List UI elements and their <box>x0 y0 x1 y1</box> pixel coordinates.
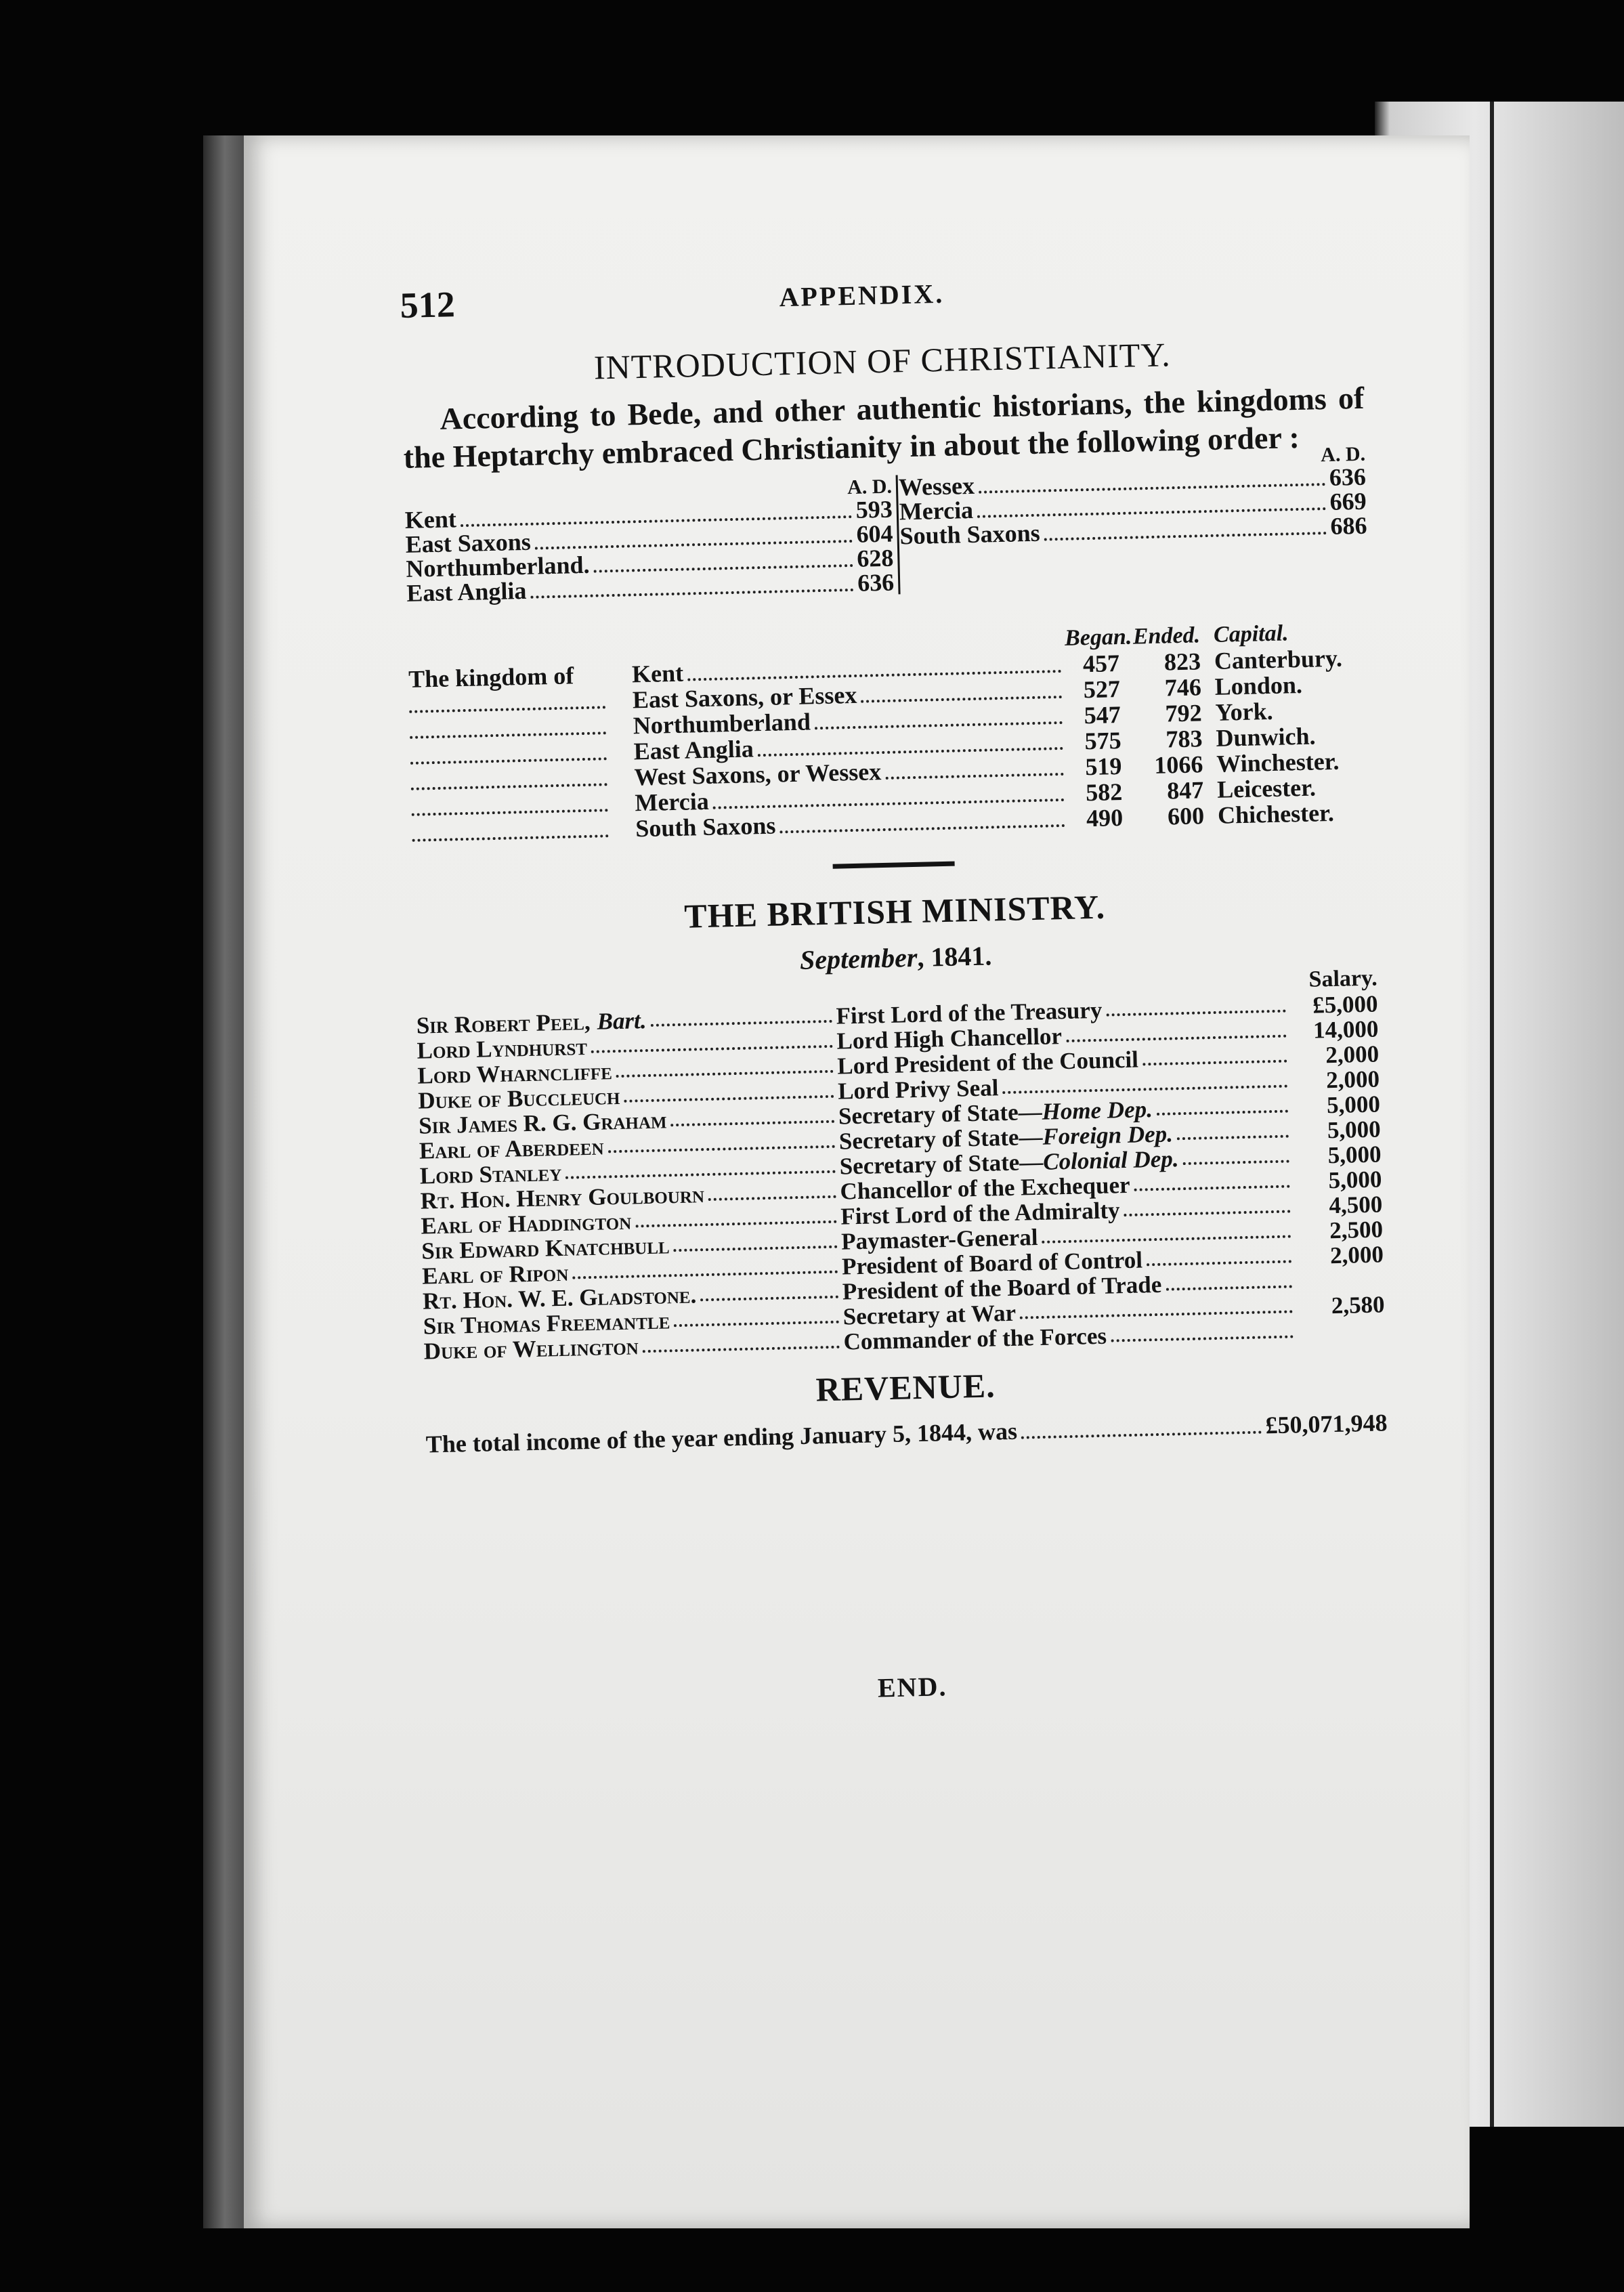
kingdom-name: East Anglia <box>633 735 754 765</box>
kingdom-capital: Leicester. <box>1216 773 1317 803</box>
kingdom-began: 547 <box>1084 701 1121 729</box>
conversion-year: 604 <box>856 519 893 548</box>
minister-name: Sir Edward Knatchbull <box>421 1232 670 1265</box>
dot-leader <box>1166 1269 1292 1290</box>
kingdom-name: South Saxons <box>899 519 1041 550</box>
kingdom-ended: 847 <box>1166 776 1204 805</box>
dot-leader <box>1044 532 1327 540</box>
kingdom-name: Kent <box>404 505 457 534</box>
dot-leader <box>635 1204 837 1228</box>
office-name: Lord High Chancellor <box>836 1023 1063 1055</box>
dot-leader <box>1142 1044 1287 1066</box>
kingdom-name: East Saxons <box>405 528 532 558</box>
conversion-dates-left-column <box>404 475 901 605</box>
office-salary: 5,000 <box>1327 1116 1382 1144</box>
dot-leader <box>708 1179 836 1201</box>
office-salary: 2,000 <box>1329 1241 1384 1269</box>
minister-name: Rt. Hon. Henry Goulbourn <box>420 1181 705 1214</box>
conversion-dates-right-column <box>898 442 1367 550</box>
kingdom-name: East Anglia <box>406 576 527 607</box>
introduction-paragraph: According to Bede, and other authentic historians, the kingdoms of the Heptarchy embraced Christianity in about the following order : <box>403 380 1365 475</box>
office-name: Lord Privy Seal <box>837 1074 999 1105</box>
minister-name: Sir James R. G. Graham <box>418 1107 667 1139</box>
office-department: Home Dep. <box>1042 1096 1153 1125</box>
began-header: Began. <box>1064 624 1132 651</box>
end-mark: END. <box>877 1671 947 1703</box>
office-name: Secretary of State— <box>838 1098 1043 1130</box>
page-content <box>400 263 1394 1714</box>
dot-leader <box>885 773 1063 780</box>
revenue-text: The total income of the year ending January 5, 1844, was <box>425 1417 1018 1458</box>
conversion-year: 628 <box>856 544 894 572</box>
dot-leader <box>650 1004 832 1027</box>
minister-name: Rt. Hon. W. E. Gladstone. <box>422 1281 697 1315</box>
page-number: 512 <box>400 284 456 326</box>
revenue-amount: £50,071,948 <box>1265 1409 1388 1439</box>
kingdom-began: 582 <box>1085 778 1123 807</box>
running-title: APPENDIX. <box>779 278 945 313</box>
ministry-table <box>416 992 1385 1364</box>
conversion-dates-table <box>404 442 1369 622</box>
dot-leader <box>616 1054 833 1078</box>
ditto-dots <box>409 695 605 713</box>
dot-leader <box>642 1330 840 1353</box>
office-department: Colonial Dep. <box>1042 1145 1179 1175</box>
kingdom-capital: London. <box>1214 671 1303 700</box>
revenue-heading: REVENUE. <box>815 1366 996 1409</box>
office-name: President of Board of Control <box>841 1246 1143 1280</box>
conversion-year: 686 <box>1329 511 1367 540</box>
dot-leader <box>1156 1094 1288 1116</box>
minister-title-suffix: Bart. <box>597 1007 647 1035</box>
capital-header: Capital. <box>1213 620 1289 648</box>
kingdoms-table <box>408 619 1374 847</box>
salary-header: Salary. <box>1308 965 1378 992</box>
office-salary <box>1298 1337 1386 1339</box>
office-salary: 5,000 <box>1328 1166 1382 1194</box>
kingdom-name: Wessex <box>898 471 975 501</box>
kingdom-name: South Saxons <box>635 811 776 843</box>
kingdom-prefix-label: The kingdom of <box>408 662 574 693</box>
office-name: Paymaster-General <box>840 1223 1038 1255</box>
kingdom-name: Northumberland <box>633 708 811 740</box>
conversion-year: 669 <box>1329 487 1367 515</box>
minister-name: Duke of Buccleuch <box>417 1082 620 1114</box>
dot-leader <box>624 1079 834 1103</box>
dot-leader <box>1134 1169 1289 1191</box>
minister-name: Lord Lyndhurst <box>416 1034 588 1064</box>
ad-label-left: A. D. <box>847 475 893 499</box>
dot-leader <box>1146 1244 1291 1266</box>
dot-leader <box>1124 1194 1290 1217</box>
kingdom-row-prefix <box>412 815 636 846</box>
office-salary: 2,000 <box>1325 1040 1380 1069</box>
ended-header: Ended. <box>1132 622 1201 650</box>
minister-name: Sir Thomas Freemantle <box>423 1307 670 1340</box>
revenue-line <box>425 1408 1388 1458</box>
minister-name: Earl of Ripon <box>421 1259 569 1290</box>
ditto-dots <box>410 721 606 739</box>
office-department: Foreign Dep. <box>1042 1120 1174 1150</box>
kingdom-ended: 823 <box>1163 648 1201 676</box>
kingdom-name: West Saxons, or Wessex <box>634 758 882 791</box>
office-salary: 2,500 <box>1329 1216 1384 1244</box>
office-name: Secretary at War <box>842 1299 1017 1330</box>
kingdom-capital: York. <box>1215 697 1274 726</box>
kingdom-capital: Winchester. <box>1216 747 1340 778</box>
dot-leader <box>1106 994 1286 1017</box>
dot-leader <box>1021 1431 1262 1439</box>
dot-leader <box>1066 1019 1287 1042</box>
office-name: Chancellor of the Exchequer <box>840 1171 1130 1205</box>
kingdom-capital: Dunwich. <box>1216 722 1316 752</box>
conversion-year: 636 <box>857 568 895 597</box>
kingdom-began: 527 <box>1083 675 1121 704</box>
section-divider <box>833 862 955 869</box>
dot-leader <box>674 1304 839 1328</box>
kingdom-capital: Chichester. <box>1217 799 1335 829</box>
dot-leader <box>1176 1119 1288 1141</box>
office-name: First Lord of the Treasury <box>836 996 1103 1030</box>
minister-name: Earl of Aberdeen <box>419 1133 604 1164</box>
minister-name: Lord Wharncliffe <box>417 1058 613 1089</box>
dot-leader <box>1182 1144 1289 1166</box>
ditto-dots <box>412 824 608 842</box>
office-salary: 2,580 <box>1331 1291 1385 1319</box>
minister-name: Earl of Haddington <box>421 1208 632 1239</box>
kingdom-ended: 746 <box>1164 673 1202 702</box>
dot-leader <box>1111 1319 1294 1342</box>
book-page <box>244 135 1470 2228</box>
kingdom-name: Mercia <box>899 496 974 526</box>
office-name: Secretary of State— <box>838 1123 1043 1155</box>
office-salary: 5,000 <box>1326 1090 1381 1119</box>
ditto-dots <box>411 798 607 816</box>
ad-label-right: A. D. <box>1320 442 1366 467</box>
dot-leader <box>780 824 1065 834</box>
minister-name: Lord Stanley <box>419 1159 562 1189</box>
conversion-year: 593 <box>855 495 893 524</box>
dot-leader <box>700 1279 838 1302</box>
office-name: First Lord of the Admiralty <box>840 1197 1120 1230</box>
kingdom-ended: 783 <box>1166 725 1203 753</box>
kingdom-began: 519 <box>1084 752 1122 781</box>
ministry-date-month: September <box>799 941 918 975</box>
ministry-heading: THE BRITISH MINISTRY. <box>683 887 1106 935</box>
kingdom-began: 457 <box>1082 650 1120 678</box>
office-salary: 14,000 <box>1312 1015 1379 1044</box>
office-salary: 5,000 <box>1327 1141 1382 1169</box>
office-salary <box>1296 1287 1384 1289</box>
ministry-date-year: , 1841. <box>916 940 992 973</box>
kingdom-began: 490 <box>1086 803 1124 832</box>
kingdom-ended: 600 <box>1167 802 1205 830</box>
dot-leader <box>670 1104 834 1126</box>
kingdom-ended: 792 <box>1165 699 1203 727</box>
office-name: Secretary of State— <box>839 1148 1044 1180</box>
kingdom-name: Kent <box>631 659 684 688</box>
kingdom-name: East Saxons, or Essex <box>632 681 857 714</box>
kingdom-began: 575 <box>1084 727 1121 755</box>
kingdom-name: Mercia <box>634 787 710 817</box>
dot-leader <box>815 721 1063 729</box>
office-name: President of the Board of Trade <box>842 1271 1162 1305</box>
office-name: Commander of the Forces <box>843 1322 1107 1355</box>
office-salary: 4,500 <box>1329 1191 1383 1219</box>
office-salary: £5,000 <box>1312 990 1378 1019</box>
introduction-heading: INTRODUCTION OF CHRISTIANITY. <box>593 335 1172 387</box>
office-name: Lord President of the Council <box>836 1046 1139 1080</box>
ditto-dots <box>410 772 607 790</box>
office-salary: 2,000 <box>1325 1065 1380 1094</box>
kingdom-capital: Canterbury. <box>1214 644 1343 675</box>
conversion-year: 636 <box>1329 463 1367 491</box>
kingdom-name: Northumberland. <box>406 551 590 582</box>
minister-name: Duke of Wellington <box>423 1333 639 1365</box>
dot-leader <box>861 696 1063 703</box>
ditto-dots <box>410 746 607 765</box>
dot-leader <box>673 1229 837 1252</box>
kingdom-ended: 1066 <box>1153 750 1203 779</box>
dot-leader <box>531 589 854 599</box>
minister-name: Sir Robert Peel, <box>416 1008 591 1039</box>
